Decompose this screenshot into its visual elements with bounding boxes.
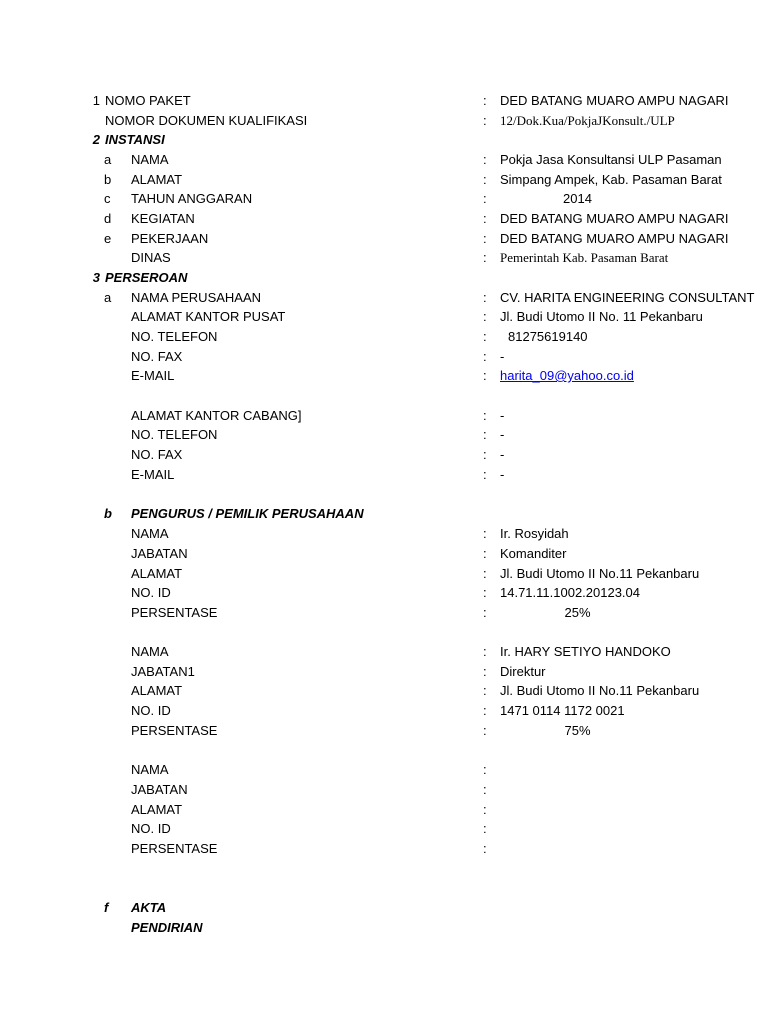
item-letter: f <box>104 900 109 915</box>
item-letter: c <box>104 191 111 206</box>
field-label: DINAS <box>131 250 171 265</box>
section-number: 3 <box>92 270 100 285</box>
field-label: PERSENTASE <box>131 723 218 738</box>
field-label: ALAMAT KANTOR CABANG] <box>131 408 302 423</box>
row-section-perseroan <box>0 268 768 288</box>
item-letter: b <box>104 172 112 187</box>
field-label: ALAMAT <box>131 802 183 817</box>
field-label: NAMA <box>131 152 169 167</box>
section-title: AKTA <box>131 900 167 915</box>
field-label: JABATAN <box>131 782 188 797</box>
field-label: NO. TELEFON <box>131 329 218 344</box>
field-value: 12/Dok.Kua/PokjaJKonsult./ULP <box>500 113 675 128</box>
row-alamat-kantor-pusat <box>0 307 768 327</box>
field-value: - <box>500 447 505 462</box>
colon-separator: : <box>483 723 487 738</box>
field-label: NO. FAX <box>131 349 183 364</box>
colon-separator: : <box>483 703 487 718</box>
field-label: NO. FAX <box>131 447 183 462</box>
colon-separator: : <box>483 152 487 167</box>
field-label: ALAMAT <box>131 566 183 581</box>
row-nomor-dokumen <box>0 111 768 131</box>
row-alamat-kantor-cabang <box>0 406 768 426</box>
item-letter: a <box>104 152 112 167</box>
row-tahun-anggaran <box>0 189 768 209</box>
item-letter: d <box>104 211 112 226</box>
row-pengurus3-no-id <box>0 819 768 839</box>
field-label: JABATAN <box>131 546 188 561</box>
field-value: 75% <box>564 723 591 738</box>
row-pengurus1-no-id <box>0 583 768 603</box>
colon-separator: : <box>483 93 487 108</box>
colon-separator: : <box>483 368 487 383</box>
field-value: 14.71.11.1002.20123.04 <box>500 585 641 600</box>
colon-separator: : <box>483 526 487 541</box>
colon-separator: : <box>483 664 487 679</box>
field-value: DED BATANG MUARO AMPU NAGARI <box>500 231 729 246</box>
field-label: ALAMAT <box>131 683 183 698</box>
colon-separator: : <box>483 329 487 344</box>
colon-separator: : <box>483 349 487 364</box>
field-value: Jl. Budi Utomo II No.11 Pekanbaru <box>500 566 700 581</box>
colon-separator: : <box>483 605 487 620</box>
row-email-pusat <box>0 366 768 386</box>
section-title: PERSEROAN <box>105 270 188 285</box>
field-value: - <box>500 427 505 442</box>
colon-separator: : <box>483 408 487 423</box>
field-value: Ir. Rosyidah <box>500 526 569 541</box>
colon-separator: : <box>483 566 487 581</box>
colon-separator: : <box>483 644 487 659</box>
field-label: NO. ID <box>131 703 171 718</box>
field-label: TAHUN ANGGARAN <box>131 191 253 206</box>
colon-separator: : <box>483 290 487 305</box>
row-pengurus3-jabatan <box>0 780 768 800</box>
field-label: PERSENTASE <box>131 841 218 856</box>
row-nomo-paket <box>0 91 768 111</box>
field-label: NO. ID <box>131 821 171 836</box>
email-link[interactable]: harita_09@yahoo.co.id <box>500 368 634 383</box>
row-pengurus3-nama <box>0 760 768 780</box>
row-pekerjaan <box>0 229 768 249</box>
colon-separator: : <box>483 231 487 246</box>
field-value: - <box>500 349 505 364</box>
row-no-telefon-pusat <box>0 327 768 347</box>
field-label: NOMO PAKET <box>105 93 191 108</box>
field-value: 2014 <box>563 191 592 206</box>
colon-separator: : <box>483 802 487 817</box>
row-pengurus1-persentase <box>0 603 768 623</box>
row-instansi-nama <box>0 150 768 170</box>
colon-separator: : <box>483 841 487 856</box>
row-pengurus3-persentase <box>0 839 768 859</box>
row-pengurus2-alamat <box>0 681 768 701</box>
row-pengurus3-alamat <box>0 800 768 820</box>
colon-separator: : <box>483 546 487 561</box>
field-label: NAMA <box>131 526 169 541</box>
item-letter: b <box>104 506 112 521</box>
field-label: NOMOR DOKUMEN KUALIFIKASI <box>105 113 308 128</box>
section-title: INSTANSI <box>105 132 165 147</box>
field-value: - <box>500 467 505 482</box>
section-subtitle: PENDIRIAN <box>131 920 203 935</box>
row-instansi-alamat <box>0 170 768 190</box>
field-label: ALAMAT <box>131 172 183 187</box>
colon-separator: : <box>483 447 487 462</box>
field-label: NAMA <box>131 762 169 777</box>
field-label: E-MAIL <box>131 467 175 482</box>
row-email-cabang <box>0 465 768 485</box>
colon-separator: : <box>483 467 487 482</box>
row-pengurus1-jabatan <box>0 544 768 564</box>
colon-separator: : <box>483 250 487 265</box>
row-pengurus1-alamat <box>0 564 768 584</box>
field-value: Ir. HARY SETIYO HANDOKO <box>500 644 671 659</box>
field-value: Komanditer <box>500 546 567 561</box>
row-pengurus2-persentase <box>0 721 768 741</box>
row-section-akta <box>0 898 768 918</box>
section-title: PENGURUS / PEMILIK PERUSAHAAN <box>131 506 364 521</box>
colon-separator: : <box>483 113 487 128</box>
row-pengurus2-no-id <box>0 701 768 721</box>
section-number: 2 <box>92 132 100 147</box>
colon-separator: : <box>483 211 487 226</box>
field-label: PEKERJAAN <box>131 231 209 246</box>
field-label: KEGIATAN <box>131 211 195 226</box>
colon-separator: : <box>483 427 487 442</box>
colon-separator: : <box>483 585 487 600</box>
item-letter: e <box>104 231 112 246</box>
row-pengurus1-nama <box>0 524 768 544</box>
field-label: NO. ID <box>131 585 171 600</box>
colon-separator: : <box>483 172 487 187</box>
colon-separator: : <box>483 762 487 777</box>
row-nama-perusahaan <box>0 288 768 308</box>
row-pengurus2-jabatan <box>0 662 768 682</box>
field-value: - <box>500 408 505 423</box>
field-label: PERSENTASE <box>131 605 218 620</box>
field-value: CV. HARITA ENGINEERING CONSULTANT <box>500 290 755 305</box>
row-akta-pendirian <box>0 918 768 938</box>
field-value: Jl. Budi Utomo II No.11 Pekanbaru <box>500 683 700 698</box>
field-value: Pemerintah Kab. Pasaman Barat <box>500 250 669 265</box>
field-label: JABATAN1 <box>131 664 195 679</box>
field-value: Jl. Budi Utomo II No. 11 Pekanbaru <box>500 309 703 324</box>
field-label: E-MAIL <box>131 368 175 383</box>
field-value: Simpang Ampek, Kab. Pasaman Barat <box>500 172 722 187</box>
field-value: 81275619140 <box>508 329 588 344</box>
colon-separator: : <box>483 191 487 206</box>
colon-separator: : <box>483 821 487 836</box>
colon-separator: : <box>483 309 487 324</box>
field-value: DED BATANG MUARO AMPU NAGARI <box>500 93 729 108</box>
field-label: NO. TELEFON <box>131 427 218 442</box>
field-label: NAMA PERUSAHAAN <box>131 290 262 305</box>
field-value: 25% <box>564 605 591 620</box>
field-value: Pokja Jasa Konsultansi ULP Pasaman <box>500 152 722 167</box>
row-section-pengurus <box>0 504 768 524</box>
row-no-fax-pusat <box>0 347 768 367</box>
item-letter: a <box>104 290 112 305</box>
row-dinas <box>0 248 768 268</box>
section-number: 1 <box>92 93 100 108</box>
colon-separator: : <box>483 683 487 698</box>
field-value: Direktur <box>500 664 546 679</box>
field-label: NAMA <box>131 644 169 659</box>
field-label: ALAMAT KANTOR PUSAT <box>131 309 286 324</box>
field-value: 1471 0114 1172 0021 <box>500 703 625 718</box>
colon-separator: : <box>483 782 487 797</box>
field-value: DED BATANG MUARO AMPU NAGARI <box>500 211 729 226</box>
row-pengurus2-nama <box>0 642 768 662</box>
row-section-instansi <box>0 130 768 150</box>
row-kegiatan <box>0 209 768 229</box>
row-no-telefon-cabang <box>0 425 768 445</box>
row-no-fax-cabang <box>0 445 768 465</box>
